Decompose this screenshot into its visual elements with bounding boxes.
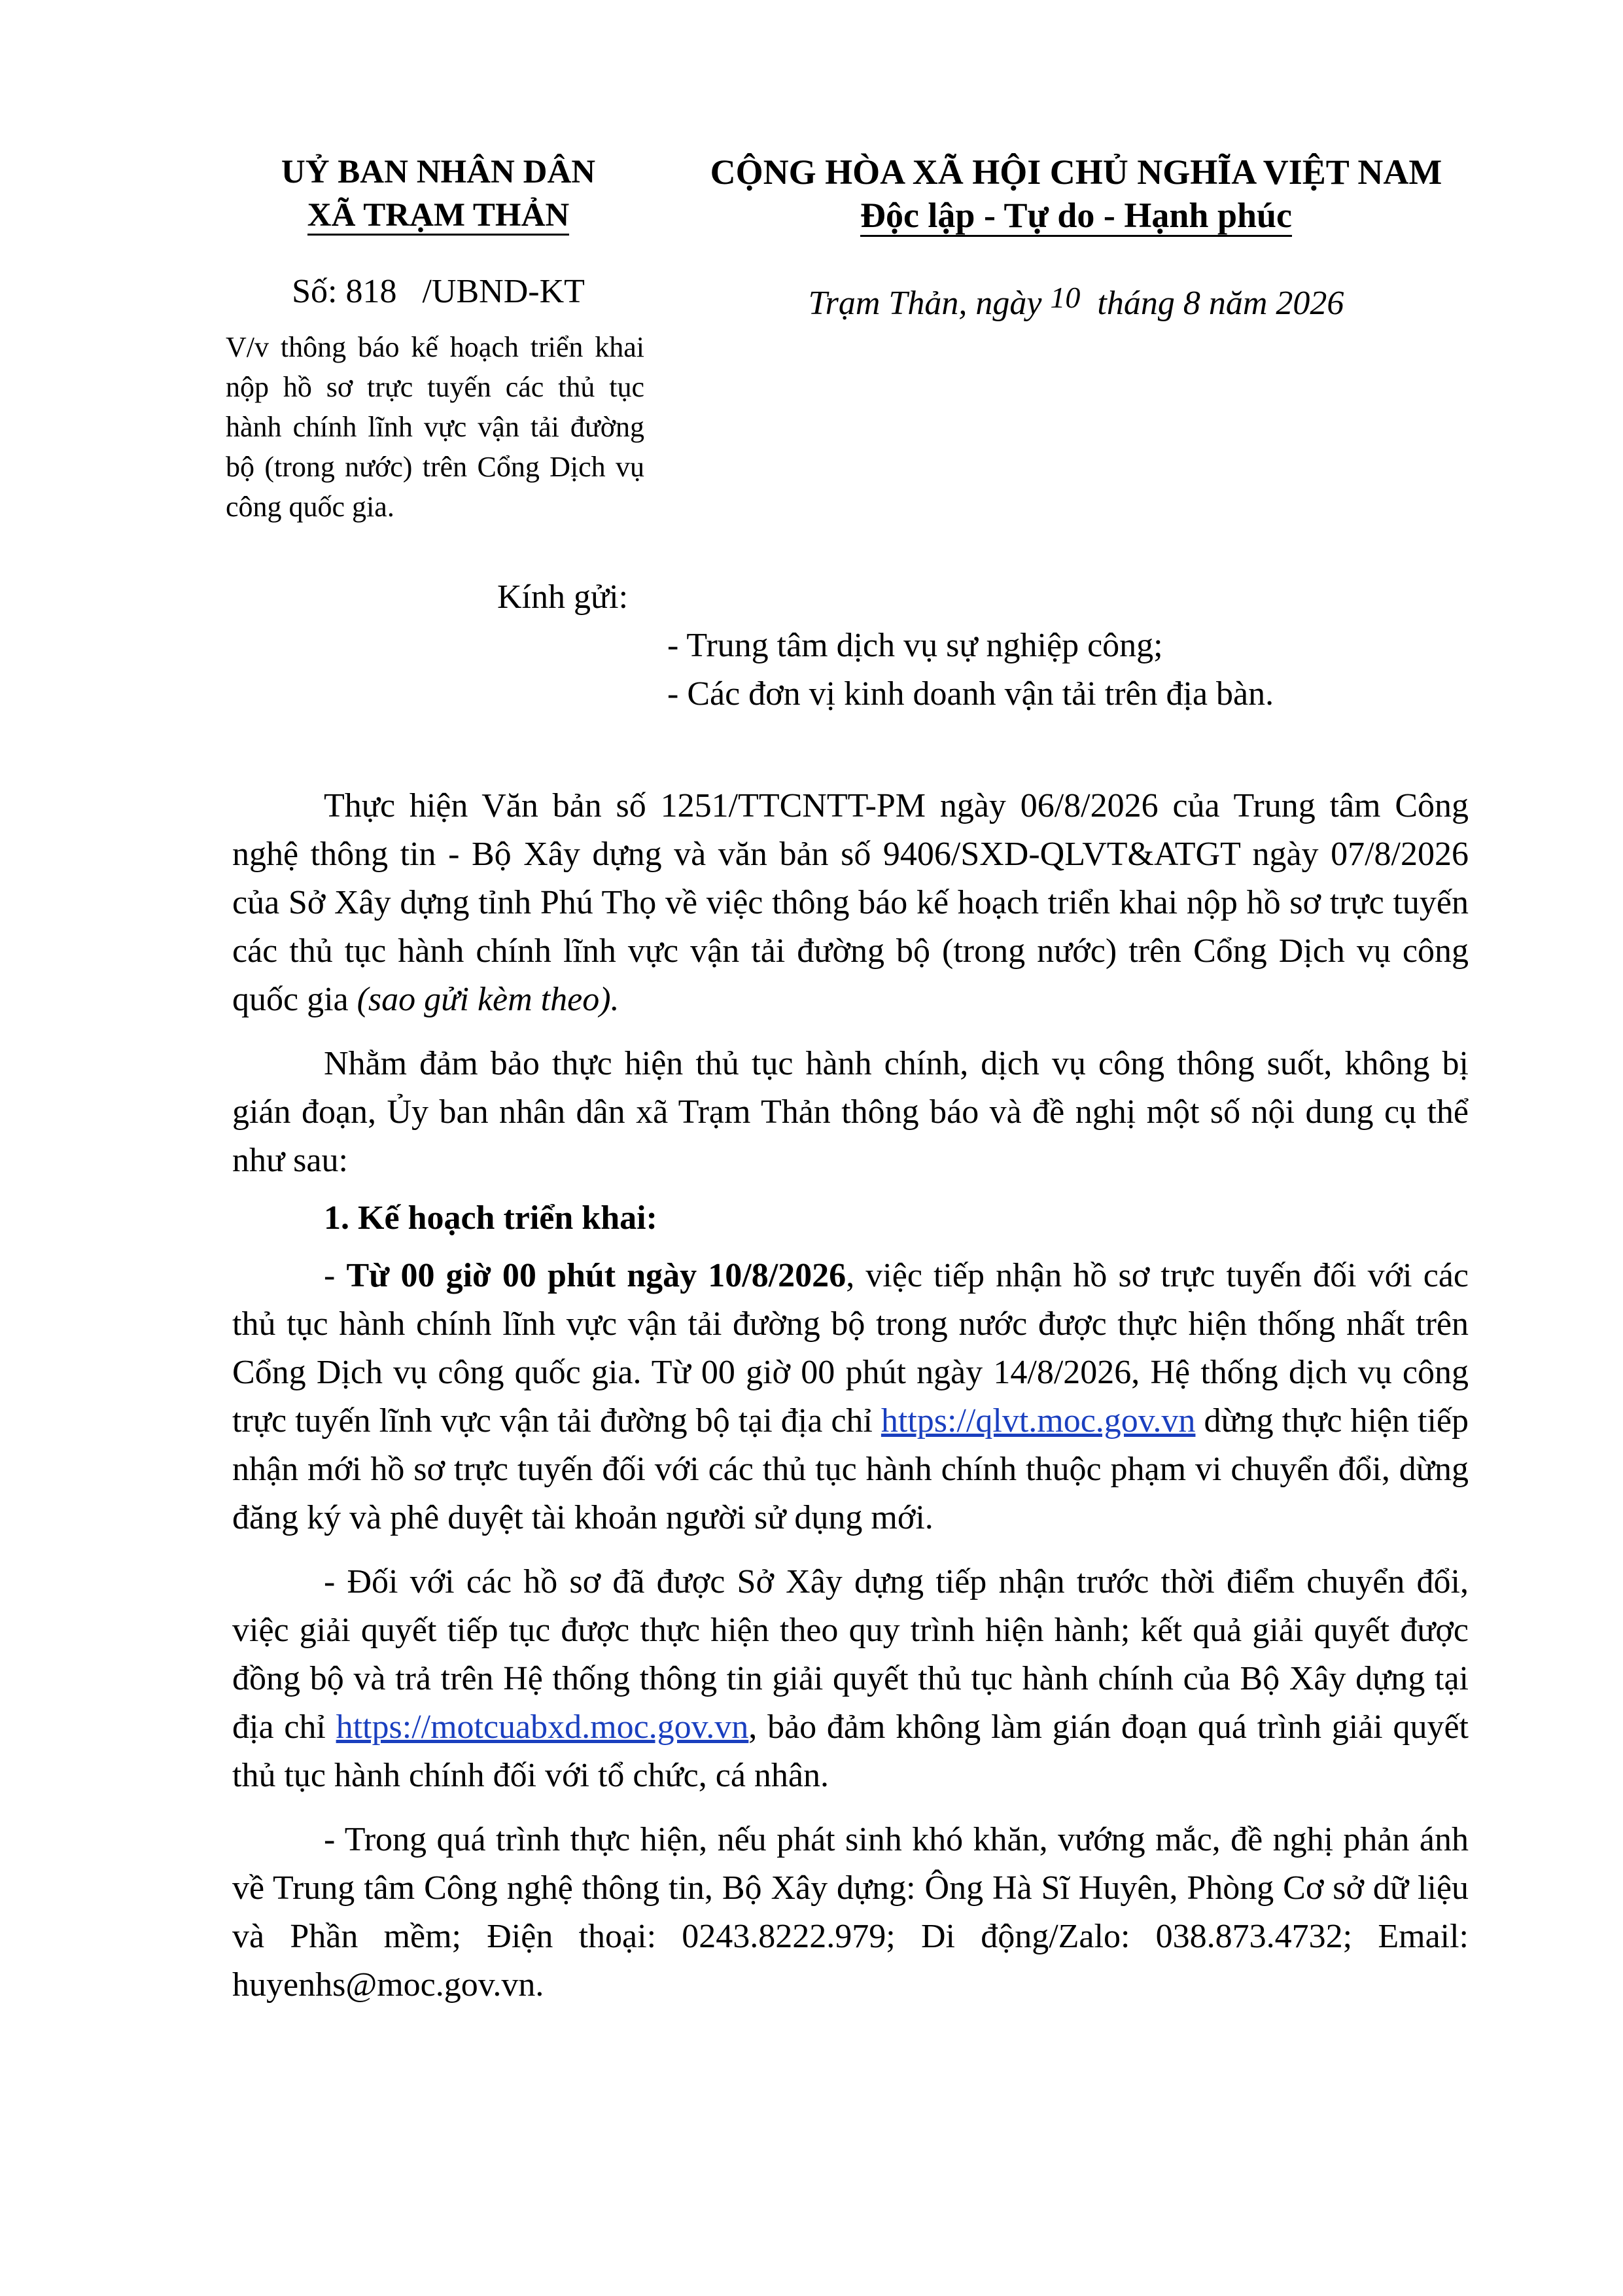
authority-line-2: XÃ TRẠM THẢN — [307, 197, 569, 236]
paragraph-3 — [232, 1252, 1469, 1542]
recipients-list — [667, 622, 1274, 718]
paragraph-4-text-1: - Đối với các hồ sơ đã được Sở Xây dựng tiếp nhận trước thời điểm chuyển đổi, việc giải quyết tiếp tục được thực hiện theo quy trình hiện hành; kết quả giải quyết được đồng bộ và trả trên Hệ thống thông tin giải quyết thủ tục hành chính của Bộ Xây dựng tại địa chỉ — [232, 1563, 1469, 1746]
paragraph-4-text-2: , bảo đảm không làm gián đoạn quá trình giải quyết thủ tục hành chính đối với tổ chức, cá nhân. — [232, 1708, 1469, 1794]
date-month-year: tháng 8 năm 2026 — [1097, 285, 1344, 322]
document-number — [222, 271, 654, 313]
recipient-item: - Trung tâm dịch vụ sự nghiệp công; — [667, 627, 1163, 664]
section-heading-1: 1. Kế hoạch triển khai: — [324, 1199, 657, 1237]
issuing-authority — [222, 150, 654, 237]
paragraph-5: - Trong quá trình thực hiện, nếu phát sinh khó khăn, vướng mắc, đề nghị phản ánh về Trung tâm Công nghệ thông tin, Bộ Xây dựng: Ông Hà Sĩ Huyên, Phòng Cơ sở dữ liệu và Phần mềm; Điện thoại: 0243.8222.979; Di động/Zalo: 038.873.4732; Email: huyenhs@moc.gov.vn. — [232, 1821, 1469, 2004]
paragraph-1-attachment-note: (sao gửi kèm theo). — [357, 981, 620, 1018]
national-title — [680, 150, 1472, 237]
national-motto: Độc lập - Tự do - Hạnh phúc — [860, 196, 1292, 237]
paragraph-3-start-time: Từ 00 giờ 00 phút ngày 10/8/2026 — [346, 1257, 846, 1294]
nation-name: CỘNG HÒA XÃ HỘI CHỦ NGHĨA VIỆT NAM — [710, 152, 1442, 192]
document-subject: V/v thông báo kế hoạch triển khai nộp hồ sơ trực tuyến các thủ tục hành chính lĩnh vực vận tải đường bộ (trong nước) trên Cổng Dịch vụ công quốc gia. — [226, 331, 644, 523]
paragraph-2: Nhằm đảm bảo thực hiện thủ tục hành chính, dịch vụ công thông suốt, không bị gián đoạn, Ủy ban nhân dân xã Trạm Thản thông báo và đề nghị một số nội dung cụ thể như sau: — [232, 1045, 1469, 1179]
document-number-prefix: Số: 818 — [292, 273, 397, 310]
document-date — [680, 283, 1472, 325]
recipient-item: - Các đơn vị kinh doanh vận tải trên địa bàn. — [667, 675, 1274, 713]
paragraph-4 — [232, 1558, 1469, 1800]
document-body — [232, 782, 1469, 2025]
paragraph-3-dash: - — [324, 1257, 347, 1294]
date-day: 10 — [1050, 281, 1081, 314]
recipients-label: Kính gửi: — [497, 578, 629, 616]
motcuabxd-link[interactable]: https://motcuabxd.moc.gov.vn — [336, 1708, 749, 1746]
paragraph-3-text-1: , việc tiếp nhận hồ sơ trực tuyến đối với các thủ tục hành chính lĩnh vực vận tải đường bộ trong nước được thực hiện thống nhất trên Cổng Dịch vụ công quốc gia. Từ 00 giờ 00 phút ngày 14/8/2026, Hệ thống dịch vụ công trực tuyến lĩnh vực vận tải đường bộ tại địa chỉ — [232, 1257, 1469, 1439]
authority-line-1: UỶ BAN NHÂN DÂN — [281, 154, 596, 190]
document-number-suffix: /UBND-KT — [422, 273, 585, 310]
paragraph-1 — [232, 782, 1469, 1024]
paragraph-3-text-2: dừng thực hiện tiếp nhận mới hồ sơ trực tuyến đối với các thủ tục hành chính thuộc phạm vi chuyển đổi, dừng đăng ký và phê duyệt tài khoản người sử dụng mới. — [232, 1402, 1469, 1536]
date-place: Trạm Thản, ngày — [808, 285, 1042, 322]
qlvt-link[interactable]: https://qlvt.moc.gov.vn — [881, 1402, 1196, 1439]
paragraph-1-text: Thực hiện Văn bản số 1251/TTCNTT-PM ngày 06/8/2026 của Trung tâm Công nghệ thông tin - Bộ Xây dựng và văn bản số 9406/SXD-QLVT&ATGT ngày 07/8/2026 của Sở Xây dựng tỉnh Phú Thọ về việc thông báo kế hoạch triển khai nộp hồ sơ trực tuyến các thủ tục hành chính lĩnh vực vận tải đường bộ (trong nước) trên Cổng Dịch vụ công quốc gia — [232, 787, 1469, 1018]
